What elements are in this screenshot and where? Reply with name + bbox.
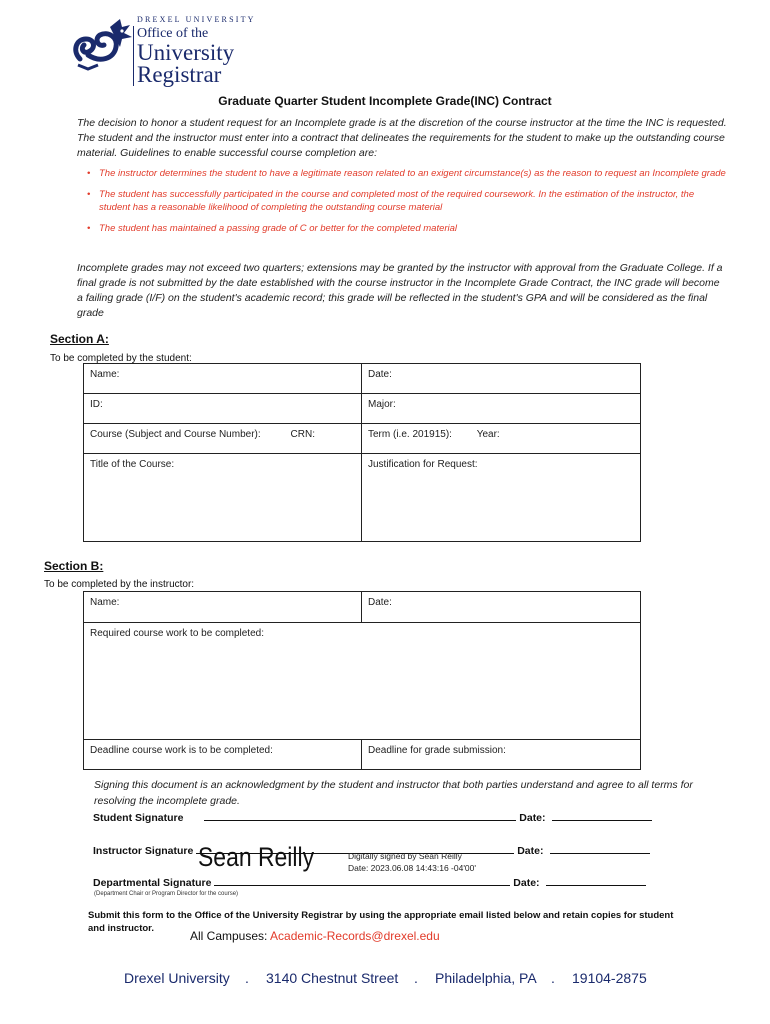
instructor-date-label: Date: bbox=[517, 845, 544, 857]
student-name-field[interactable] bbox=[84, 364, 362, 394]
records-email-link[interactable]: Academic-Records@drexel.edu bbox=[270, 929, 440, 943]
instructor-name-field[interactable] bbox=[84, 592, 362, 623]
digital-signature-info bbox=[348, 850, 476, 874]
footer-separator: . bbox=[245, 970, 249, 986]
student-signature-row bbox=[93, 810, 652, 824]
footer-city: Philadelphia, PA bbox=[435, 970, 537, 986]
course-label: Course (Subject and Course Number): bbox=[90, 429, 261, 440]
submit-note: Submit this form to the Office of the University Registrar by using the appropriate email listed below and retain copies for student and instructor. bbox=[88, 910, 674, 934]
digital-signed-date: Date: 2023.06.08 14:43:16 -04'00' bbox=[348, 863, 477, 873]
course-title-field[interactable] bbox=[84, 454, 362, 542]
instructor-signature-label: Instructor Signature bbox=[93, 845, 194, 857]
logo-divider bbox=[133, 26, 134, 86]
student-date-field[interactable] bbox=[362, 364, 641, 394]
guideline-item: • The student has successfully participated in the course and completed most of the required coursework. In the estimation of the instructor, the student has a reasonable likelihood of completing the outstanding course material bbox=[87, 188, 727, 214]
guideline-list bbox=[87, 167, 727, 243]
section-a-title: Section A: bbox=[50, 332, 109, 346]
limits-paragraph: Incomplete grades may not exceed two quarters; extensions may be granted by the instructor with approval from the Graduate College. If a final grade is not submitted by the date established with the course instructor in the Incomplete Grade Contract, the INC grade will become a failing grade (I/F) on the student's academic record; this grade will be reflected in the student's GPA and will be considered as the final grade bbox=[77, 262, 723, 319]
guideline-item: • The instructor determines the student to have a legitimate reason related to an exigent circumstance(s) as the reason to request an Incomplete grade bbox=[87, 167, 727, 180]
instructor-date-label: Date: bbox=[368, 597, 392, 608]
section-b-title: Section B: bbox=[44, 559, 104, 573]
instructor-name-label: Name: bbox=[90, 597, 120, 608]
student-major-field[interactable] bbox=[362, 394, 641, 424]
department-date-line[interactable] bbox=[546, 875, 646, 886]
required-work-label: Required course work to be completed: bbox=[90, 628, 264, 639]
section-a-subtitle: To be completed by the student: bbox=[50, 353, 192, 364]
term-label: Term (i.e. 201915): bbox=[368, 429, 452, 440]
department-signature-line[interactable] bbox=[214, 875, 510, 886]
footer-street: 3140 Chestnut Street bbox=[266, 970, 399, 986]
student-date-label: Date: bbox=[368, 369, 392, 380]
deadline-work-field[interactable] bbox=[84, 740, 362, 770]
year-label: Year: bbox=[476, 429, 500, 440]
deadline-grade-label: Deadline for grade submission: bbox=[368, 745, 506, 756]
section-b-form bbox=[83, 591, 641, 770]
department-signature-label: Departmental Signature bbox=[93, 877, 212, 889]
justification-field[interactable] bbox=[362, 454, 641, 542]
document-title: Graduate Quarter Student Incomplete Grade(INC) Contract bbox=[218, 94, 552, 108]
justification-label: Justification for Request: bbox=[368, 459, 478, 470]
student-major-label: Major: bbox=[368, 399, 396, 410]
required-work-field[interactable] bbox=[84, 623, 641, 740]
signing-note: Signing this document is an acknowledgment by the student and instructor that both parties understand and agree to all terms for resolving the incomplete grade. bbox=[94, 779, 693, 807]
section-b-subtitle: To be completed by the instructor: bbox=[44, 579, 195, 590]
instructor-date-line[interactable] bbox=[550, 843, 650, 854]
intro-paragraph: The decision to honor a student request for an Incomplete grade is at the discretion of the course instructor at the time the INC is requested. The student and the instructor must enter into a contract that delineates the requirements for the student to make up the outstanding course material. Guidelines to enable successful course completion are: bbox=[77, 117, 727, 159]
logo-university-word: University bbox=[137, 40, 235, 65]
deadline-work-label: Deadline course work is to be completed: bbox=[90, 745, 273, 756]
guideline-item: • The student has maintained a passing grade of C or better for the completed material bbox=[87, 222, 727, 235]
instructor-date-field[interactable] bbox=[362, 592, 641, 623]
term-field[interactable] bbox=[362, 424, 641, 454]
course-title-label: Title of the Course: bbox=[90, 459, 175, 470]
section-a-form bbox=[83, 363, 641, 542]
deadline-grade-field[interactable] bbox=[362, 740, 641, 770]
logo-university-text: DREXEL UNIVERSITY bbox=[137, 15, 256, 24]
student-signature-label: Student Signature bbox=[93, 812, 184, 824]
department-date-label: Date: bbox=[513, 877, 540, 889]
logo-registrar-word: Registrar bbox=[137, 62, 222, 87]
campuses-label: All Campuses: bbox=[190, 929, 268, 943]
student-date-label: Date: bbox=[519, 812, 546, 824]
logo-office-text: Office of the bbox=[137, 26, 209, 41]
footer-org: Drexel University bbox=[124, 970, 230, 986]
student-id-label: ID: bbox=[90, 399, 103, 410]
instructor-signature-image: Sean Reilly bbox=[198, 842, 315, 872]
drexel-dragon-logo-icon bbox=[70, 15, 134, 71]
footer-separator: . bbox=[414, 970, 418, 986]
digital-signed-by: Digitally signed by Sean Reilly bbox=[348, 851, 462, 861]
department-signature-row bbox=[93, 875, 646, 889]
crn-label: CRN: bbox=[290, 429, 315, 440]
student-name-label: Name: bbox=[90, 369, 120, 380]
footer-separator: . bbox=[551, 970, 555, 986]
student-signature-line[interactable] bbox=[204, 810, 516, 821]
department-note: (Department Chair or Program Director for the course) bbox=[94, 891, 239, 897]
course-field[interactable] bbox=[84, 424, 362, 454]
student-date-line[interactable] bbox=[552, 810, 652, 821]
campuses-line bbox=[190, 929, 440, 943]
footer-zip: 19104-2875 bbox=[572, 970, 647, 986]
student-id-field[interactable] bbox=[84, 394, 362, 424]
